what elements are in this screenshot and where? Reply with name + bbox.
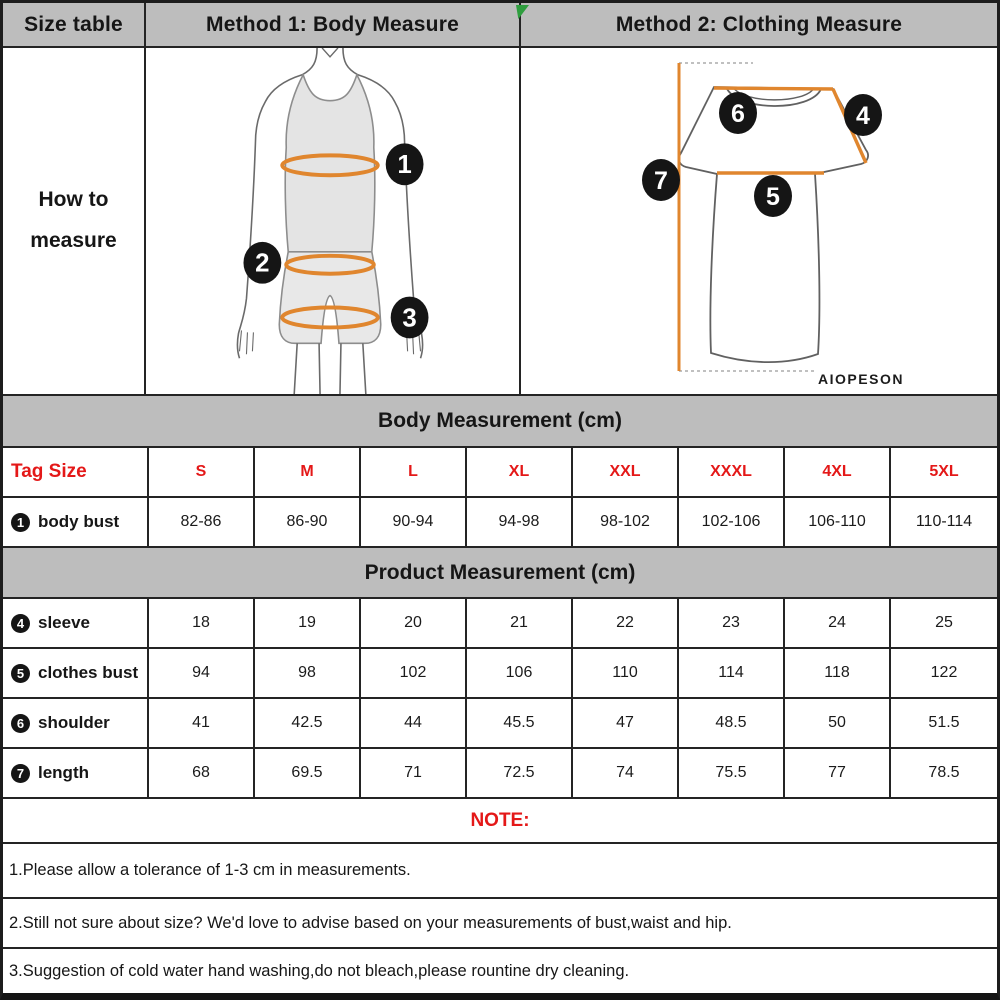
shoulder-s: 41 (149, 699, 255, 747)
marker-6-badge: 6 (11, 714, 30, 733)
note-line-3: 3.Suggestion of cold water hand washing,do not bleach,please rountine dry cleaning. (9, 961, 630, 980)
clothes-bust-4xl: 118 (785, 649, 891, 697)
header-row (3, 3, 997, 48)
sleeve-xxxl: 23 (679, 599, 785, 647)
method2-header: Method 2: Clothing Measure (521, 3, 997, 46)
svg-text:1: 1 (397, 151, 412, 180)
illustration-row (3, 48, 997, 396)
clothes-bust-l: 102 (361, 649, 467, 697)
shoulder-m: 42.5 (255, 699, 361, 747)
sleeve-xxl: 22 (573, 599, 679, 647)
shoulder-xxxl: 48.5 (679, 699, 785, 747)
marker-2-icon (243, 242, 281, 284)
svg-text:5: 5 (766, 183, 780, 211)
body-bust-row (3, 498, 997, 548)
shoulder-label: 6 shoulder (3, 699, 149, 747)
length-row (3, 749, 997, 799)
shoulder-measure-line (714, 88, 833, 89)
note-line-2: 2.Still not sure about size? We'd love to advise based on your measurements of bust,waist and hip. (3, 899, 997, 949)
body-measure-illustration (146, 48, 521, 394)
body-bust-xxl: 98-102 (573, 498, 679, 546)
sleeve-m: 19 (255, 599, 361, 647)
marker-5-icon (754, 175, 792, 217)
length-xl: 72.5 (467, 749, 573, 797)
marker-1-icon (386, 143, 424, 185)
body-bust-xxxl: 102-106 (679, 498, 785, 546)
svg-text:3: 3 (402, 304, 417, 333)
marker-5-badge: 5 (11, 664, 30, 683)
sleeve-xl: 21 (467, 599, 573, 647)
body-bust-label: 1 body bust (3, 498, 149, 546)
sleeve-row (3, 599, 997, 649)
size-col-4xl: 4XL (785, 448, 891, 496)
marker-4-icon (844, 94, 882, 136)
length-l: 71 (361, 749, 467, 797)
size-table-header: Size table (3, 3, 146, 46)
length-xxl: 74 (573, 749, 679, 797)
length-xxxl: 75.5 (679, 749, 785, 797)
note-title: NOTE: (3, 799, 997, 844)
clothes-bust-xxl: 110 (573, 649, 679, 697)
body-figure-drawing (146, 48, 519, 394)
body-measurement-band: Body Measurement (cm) (3, 396, 997, 448)
length-label: 7 length (3, 749, 149, 797)
shoulder-l: 44 (361, 699, 467, 747)
length-s: 68 (149, 749, 255, 797)
shoulder-5xl: 51.5 (928, 714, 960, 731)
clothing-measure-illustration (521, 48, 997, 394)
size-col-xxxl: XXXL (679, 448, 785, 496)
body-bust-5xl: 110-114 (915, 513, 973, 530)
marker-1-badge: 1 (11, 513, 30, 532)
product-measurement-band: Product Measurement (cm) (3, 548, 997, 599)
sleeve-label: 4 sleeve (3, 599, 149, 647)
sleeve-5xl: 25 (935, 614, 953, 631)
clothes-bust-m: 98 (255, 649, 361, 697)
clothes-bust-s: 94 (149, 649, 255, 697)
body-bust-4xl: 106-110 (785, 498, 891, 546)
svg-text:6: 6 (731, 100, 745, 128)
how-to-measure-label: How to measure (3, 48, 146, 394)
marker-7-icon (642, 159, 680, 201)
length-m: 69.5 (255, 749, 361, 797)
tag-size-row (3, 448, 997, 498)
marker-7-badge: 7 (11, 764, 30, 783)
clothes-bust-xxxl: 114 (679, 649, 785, 697)
marker-4-badge: 4 (11, 614, 30, 633)
brand-text: AIOPESON (818, 371, 904, 387)
shoulder-row (3, 699, 997, 749)
size-col-m: M (255, 448, 361, 496)
svg-text:2: 2 (255, 249, 270, 278)
size-col-s: S (149, 448, 255, 496)
size-col-5xl: 5XL (929, 463, 959, 480)
shoulder-xxl: 47 (573, 699, 679, 747)
marker-6-icon (719, 92, 757, 134)
size-col-l: L (361, 448, 467, 496)
body-bust-xl: 94-98 (467, 498, 573, 546)
length-5xl: 78.5 (928, 764, 960, 781)
method1-header: Method 1: Body Measure (146, 3, 521, 46)
body-bust-s: 82-86 (149, 498, 255, 546)
sleeve-s: 18 (149, 599, 255, 647)
tshirt-drawing (521, 48, 997, 394)
tag-size-label: Tag Size (3, 448, 149, 496)
size-col-xl: XL (467, 448, 573, 496)
clothes-bust-xl: 106 (467, 649, 573, 697)
note-line-1: 1.Please allow a tolerance of 1-3 cm in measurements. (3, 844, 997, 899)
shoulder-xl: 45.5 (467, 699, 573, 747)
size-col-xxl: XXL (573, 448, 679, 496)
length-4xl: 77 (785, 749, 891, 797)
clothes-bust-5xl: 122 (930, 664, 958, 681)
sleeve-4xl: 24 (785, 599, 891, 647)
body-bust-l: 90-94 (361, 498, 467, 546)
marker-3-icon (391, 297, 429, 339)
sleeve-l: 20 (361, 599, 467, 647)
svg-text:7: 7 (654, 167, 668, 195)
clothes-bust-label: 5 clothes bust (3, 649, 149, 697)
shoulder-4xl: 50 (785, 699, 891, 747)
svg-text:4: 4 (856, 102, 870, 130)
body-bust-m: 86-90 (255, 498, 361, 546)
clothes-bust-row (3, 649, 997, 699)
